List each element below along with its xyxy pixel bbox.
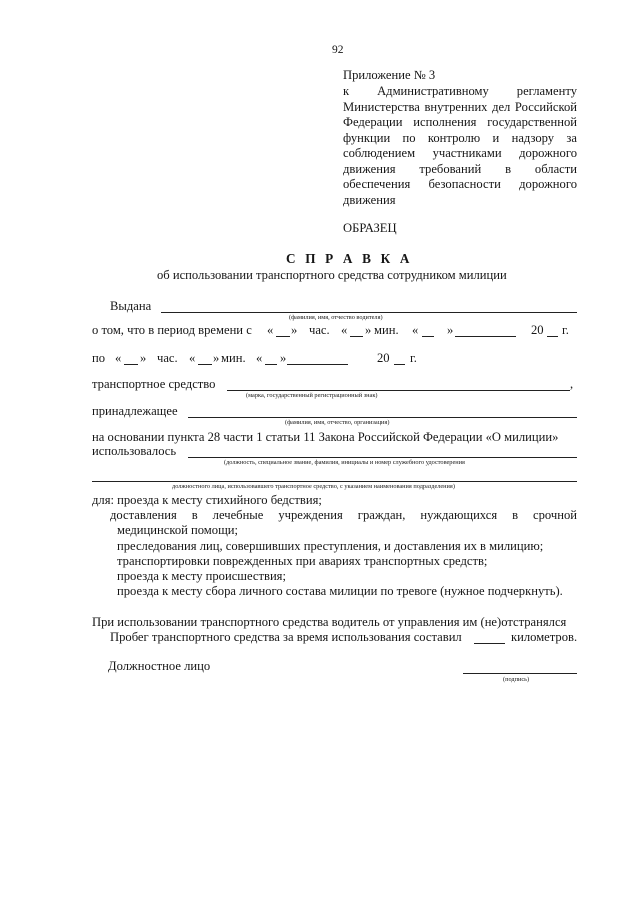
start-month-field[interactable] <box>455 336 516 337</box>
end-min-field[interactable] <box>198 364 212 365</box>
mileage-suffix: километров. <box>511 630 578 644</box>
issued-caption: (фамилия, имя, отчество водителя) <box>289 314 383 321</box>
vehicle-field-line[interactable] <box>227 390 570 391</box>
official-field-line[interactable] <box>92 481 577 482</box>
end-year-field[interactable] <box>394 364 405 365</box>
purpose-item: проезда к месту сбора личного состава милиции по тревоге (нужное подчеркнуть). <box>117 584 563 598</box>
vehicle-caption: (марка, государственный регистрационный знак) <box>246 392 378 399</box>
appendix-line: Федерации исполнения государственной <box>343 115 577 129</box>
open-quote: « <box>115 351 122 365</box>
end-hour-field[interactable] <box>124 364 138 365</box>
close-quote: » <box>447 323 454 337</box>
signature-caption: (подпись) <box>503 676 530 683</box>
appendix-line: к Административному регламенту <box>343 84 577 98</box>
end-day-field[interactable] <box>265 364 277 365</box>
mileage-field-line[interactable] <box>474 643 505 644</box>
purpose-delivery-line: медицинской помощи; <box>117 523 239 537</box>
purposes-intro: для: проезда к месту стихийного бедствия; <box>92 493 322 507</box>
purpose-item: проезда к месту происшествия; <box>117 569 286 583</box>
end-hour-label: час. <box>157 351 178 365</box>
open-quote: « <box>256 351 263 365</box>
document-subtitle: об использовании транспортного средства сотрудником милиции <box>157 268 507 282</box>
official-label: Должностное лицо <box>108 659 211 673</box>
owner-label: принадлежащее <box>92 404 178 418</box>
end-month-field[interactable] <box>287 364 348 365</box>
open-quote: « <box>189 351 196 365</box>
basis-text: на основании пункта 28 части 1 статьи 11 Закона Российской Федерации «О милиции» <box>92 430 559 444</box>
mileage-prefix: Пробег транспортного средства за время использования составил <box>110 630 462 644</box>
issued-field-line[interactable] <box>161 312 577 313</box>
end-year-suffix: г. <box>410 351 417 365</box>
appendix-line: функции по контролю и надзору за <box>343 130 577 145</box>
end-year-prefix: 20 <box>377 351 390 365</box>
appendix-text <box>343 84 577 208</box>
purpose-item: преследования лиц, совершивших преступления, и доставления их в милицию; <box>117 539 544 553</box>
open-quote: « <box>412 323 419 337</box>
official-caption: должностного лица, использовавшего транспортное средство, с указанием наименования подразделения) <box>172 483 455 490</box>
start-day-field[interactable] <box>422 336 434 337</box>
sample-label: ОБРАЗЕЦ <box>343 221 397 235</box>
owner-field-line[interactable] <box>188 417 577 418</box>
purpose-delivery-line: доставления в лечебные учреждения граждан, нуждающихся в срочной <box>110 508 577 522</box>
appendix-line: соблюдением участниками дорожного <box>343 146 577 160</box>
driver-note: При использовании транспортного средства водитель от управления им (не)отстранялся <box>92 615 567 629</box>
page-number: 92 <box>332 44 344 56</box>
used-caption: (должность, специальное звание, фамилия, инициалы и номер служебного удостоверения <box>224 459 465 466</box>
vehicle-label: транспортное средство <box>92 377 216 391</box>
close-quote: » <box>213 351 220 365</box>
open-quote: « <box>267 323 274 337</box>
close-quote: » <box>365 323 372 337</box>
owner-caption: (фамилия, имя, отчество, организация) <box>285 419 390 426</box>
appendix-line: Министерства внутренних дел Российской <box>343 99 577 114</box>
signature-field-line[interactable] <box>463 673 577 674</box>
start-hour-label: час. <box>309 323 330 337</box>
used-label: использовалось <box>92 444 177 458</box>
appendix-line: движения требований в области <box>343 161 577 176</box>
start-year-suffix: г. <box>562 323 569 337</box>
issued-label: Выдана <box>110 299 152 313</box>
appendix-line: обеспечения безопасности дорожного <box>343 177 577 191</box>
start-min-label: мин. <box>374 323 399 337</box>
start-year-prefix: 20 <box>531 323 544 337</box>
vehicle-comma: , <box>570 377 574 391</box>
end-min-label: мин. <box>221 351 246 365</box>
close-quote: » <box>280 351 287 365</box>
appendix-title: Приложение № 3 <box>343 68 436 82</box>
close-quote: » <box>291 323 298 337</box>
open-quote: « <box>341 323 348 337</box>
document-title: С П Р А В К А <box>286 251 413 266</box>
purpose-item: транспортировки поврежденных при авариях транспортных средств; <box>117 554 488 568</box>
purpose-delivery <box>110 508 577 538</box>
start-min-field[interactable] <box>350 336 363 337</box>
start-hour-field[interactable] <box>276 336 290 337</box>
used-field-line[interactable] <box>188 457 577 458</box>
period-start-prefix: о том, что в период времени с <box>92 323 252 337</box>
period-end-prefix: по <box>92 351 106 365</box>
close-quote: » <box>140 351 147 365</box>
appendix-line: движения <box>343 192 396 207</box>
start-year-field[interactable] <box>547 336 558 337</box>
